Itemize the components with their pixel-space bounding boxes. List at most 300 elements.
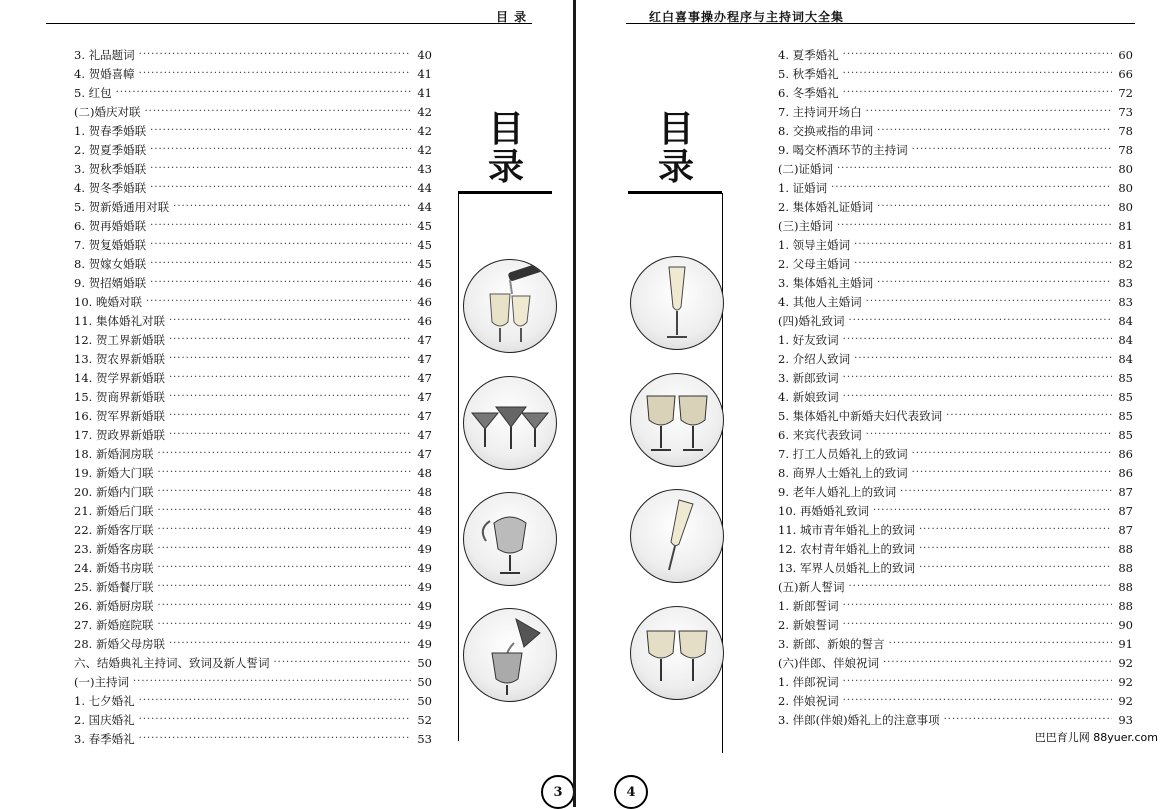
toc-leader-dots xyxy=(866,296,1112,307)
toc-leader-dots xyxy=(919,524,1112,535)
pouring-glass-illustration xyxy=(463,608,557,702)
toc-entry[interactable] xyxy=(74,653,432,672)
right-page xyxy=(576,0,1171,807)
toc-entry-label: 1. 好友致词 xyxy=(778,332,839,347)
toc-entry[interactable] xyxy=(778,216,1133,235)
toc-entry-page: 47 xyxy=(417,446,432,461)
toc-entry[interactable] xyxy=(778,102,1133,121)
toc-entry-label: 1. 新郎誓词 xyxy=(778,598,839,613)
toc-entry-page: 47 xyxy=(417,408,432,423)
toc-leader-dots xyxy=(854,353,1112,364)
toc-entry-label: (一)主持词 xyxy=(74,674,129,689)
toc-entry-page: 47 xyxy=(417,389,432,404)
toc-leader-dots xyxy=(173,201,411,212)
toc-leader-dots xyxy=(877,277,1112,288)
toc-entry-page: 48 xyxy=(417,465,432,480)
toc-entry-label: 3. 春季婚礼 xyxy=(74,731,135,746)
toc-entry-label: 21. 新婚后门联 xyxy=(74,503,154,518)
toc-leader-dots xyxy=(919,562,1112,573)
toc-entry-label: 5. 贺新婚通用对联 xyxy=(74,199,170,214)
toc-entry-label: (五)新人誓词 xyxy=(778,579,845,594)
toc-entry[interactable] xyxy=(74,159,432,178)
toc-entry-label: 15. 贺商界新婚联 xyxy=(74,389,165,404)
toc-entry-page: 50 xyxy=(417,693,432,708)
toc-leader-dots xyxy=(873,505,1112,516)
site-watermark: 巴巴育儿网 88yuer.com xyxy=(1032,729,1161,745)
toc-entry[interactable] xyxy=(74,102,432,121)
toc-list xyxy=(74,45,432,748)
toc-entry-page: 91 xyxy=(1118,636,1133,651)
big-title xyxy=(484,110,528,186)
toc-leader-dots xyxy=(157,581,411,592)
toc-entry-page: 41 xyxy=(417,85,432,100)
toc-entry-label: 2. 集体婚礼证婚词 xyxy=(778,199,874,214)
toc-leader-dots xyxy=(843,695,1112,706)
toc-entry-page: 92 xyxy=(1118,674,1133,689)
toc-leader-dots xyxy=(150,163,411,174)
toc-entry-page: 80 xyxy=(1118,199,1133,214)
toc-entry-label: 6. 来宾代表致词 xyxy=(778,427,862,442)
toc-leader-dots xyxy=(150,277,411,288)
toc-entry-label: 3. 贺秋季婚联 xyxy=(74,161,147,176)
toc-leader-dots xyxy=(139,695,411,706)
toc-entry[interactable] xyxy=(778,463,1133,482)
toc-entry-page: 44 xyxy=(417,199,432,214)
toc-entry[interactable] xyxy=(74,83,432,102)
toc-entry-label: 12. 贺工界新婚联 xyxy=(74,332,165,347)
toc-entry-label: 6. 冬季婚礼 xyxy=(778,85,839,100)
toc-entry-label: 26. 新婚厨房联 xyxy=(74,598,154,613)
toc-entry-label: 19. 新婚大门联 xyxy=(74,465,154,480)
toc-leader-dots xyxy=(843,49,1112,60)
toc-entry[interactable] xyxy=(778,577,1133,596)
toc-entry-label: 1. 贺春季婚联 xyxy=(74,123,147,138)
toc-leader-dots xyxy=(150,144,411,155)
toc-leader-dots xyxy=(157,448,411,459)
toc-entry-page: 66 xyxy=(1118,66,1133,81)
toc-entry-page: 47 xyxy=(417,370,432,385)
toc-entry-page: 82 xyxy=(1118,256,1133,271)
toc-leader-dots xyxy=(944,714,1112,725)
toc-entry[interactable] xyxy=(778,197,1133,216)
toc-entry-page: 83 xyxy=(1118,275,1133,290)
page-number: 4 xyxy=(626,784,636,800)
toc-leader-dots xyxy=(843,600,1112,611)
toc-entry-label: 7. 贺复婚婚联 xyxy=(74,237,147,252)
toc-entry[interactable] xyxy=(778,558,1133,577)
toc-leader-dots xyxy=(157,505,411,516)
toc-entry-page: 84 xyxy=(1118,313,1133,328)
toc-entry-page: 87 xyxy=(1118,503,1133,518)
toc-entry[interactable] xyxy=(74,577,432,596)
toc-leader-dots xyxy=(169,410,411,421)
toc-entry-page: 42 xyxy=(417,104,432,119)
toc-list xyxy=(778,45,1133,729)
toc-entry-page: 49 xyxy=(417,636,432,651)
toc-entry[interactable] xyxy=(778,596,1133,615)
toc-entry[interactable] xyxy=(74,672,432,691)
toc-entry-page: 50 xyxy=(417,655,432,670)
title-rule xyxy=(628,191,722,194)
title-rule xyxy=(458,191,552,194)
toc-entry-page: 85 xyxy=(1118,389,1133,404)
toc-entry-page: 47 xyxy=(417,427,432,442)
toc-entry[interactable] xyxy=(74,425,432,444)
toc-entry[interactable] xyxy=(778,387,1133,406)
toc-entry-label: 3. 礼品题词 xyxy=(74,47,135,62)
toc-entry-label: 25. 新婚餐厅联 xyxy=(74,579,154,594)
toc-entry-label: (六)伴郎、伴娘祝词 xyxy=(778,655,879,670)
toc-entry[interactable] xyxy=(778,83,1133,102)
toc-entry-label: 2. 国庆婚礼 xyxy=(74,712,135,727)
page-number-badge xyxy=(614,775,648,809)
toc-entry[interactable] xyxy=(74,45,432,64)
toc-entry[interactable] xyxy=(778,311,1133,330)
toc-entry-label: 10. 再婚婚礼致词 xyxy=(778,503,869,518)
toc-entry-page: 45 xyxy=(417,256,432,271)
toc-entry-page: 45 xyxy=(417,218,432,233)
toc-entry-page: 50 xyxy=(417,674,432,689)
title-char: 目 xyxy=(657,108,694,150)
toc-entry-label: 14. 贺学界新婚联 xyxy=(74,370,165,385)
title-char: 录 xyxy=(487,146,524,188)
toc-entry-label: 28. 新婚父母房联 xyxy=(74,636,165,651)
toc-entry[interactable] xyxy=(74,140,432,159)
toc-leader-dots xyxy=(274,657,412,668)
toc-entry[interactable] xyxy=(778,710,1133,729)
toc-entry-label: 5. 秋季婚礼 xyxy=(778,66,839,81)
toc-leader-dots xyxy=(854,239,1112,250)
toc-entry-page: 92 xyxy=(1118,693,1133,708)
toc-entry-label: 3. 新郎、新娘的誓言 xyxy=(778,636,885,651)
toc-leader-dots xyxy=(139,49,411,60)
header-rule xyxy=(46,23,532,24)
toc-entry[interactable] xyxy=(74,501,432,520)
toc-entry[interactable] xyxy=(74,254,432,273)
toc-leader-dots xyxy=(157,543,411,554)
toc-entry[interactable] xyxy=(74,691,432,710)
toc-entry-label: 8. 商界人士婚礼上的致词 xyxy=(778,465,908,480)
champagne-pour-illustration xyxy=(463,259,557,353)
toc-entry[interactable] xyxy=(778,121,1133,140)
toc-leader-dots xyxy=(146,296,411,307)
toc-entry-page: 83 xyxy=(1118,294,1133,309)
cocktail-glasses-illustration xyxy=(463,376,557,470)
toc-entry[interactable] xyxy=(74,558,432,577)
toc-leader-dots xyxy=(919,543,1112,554)
toc-entry-label: 9. 老年人婚礼上的致词 xyxy=(778,484,897,499)
toc-entry[interactable] xyxy=(778,45,1133,64)
toc-entry-page: 49 xyxy=(417,579,432,594)
toc-entry-label: 7. 打工人员婚礼上的致词 xyxy=(778,446,908,461)
toc-entry-label: 11. 城市青年婚礼上的致词 xyxy=(778,522,915,537)
toc-entry-page: 46 xyxy=(417,275,432,290)
toc-entry-label: 16. 贺军界新婚联 xyxy=(74,408,165,423)
toc-leader-dots xyxy=(150,125,411,136)
toc-leader-dots xyxy=(169,353,411,364)
toc-entry-page: 43 xyxy=(417,161,432,176)
toc-entry-label: 9. 贺招婿婚联 xyxy=(74,275,147,290)
toc-leader-dots xyxy=(139,714,411,725)
toc-entry[interactable] xyxy=(778,406,1133,425)
toc-entry-page: 88 xyxy=(1118,579,1133,594)
toc-entry-label: (二)证婚词 xyxy=(778,161,833,176)
toc-entry-page: 46 xyxy=(417,294,432,309)
toc-entry-page: 80 xyxy=(1118,180,1133,195)
toc-entry-label: 3. 集体婚礼主婚词 xyxy=(778,275,874,290)
toc-entry-page: 53 xyxy=(417,731,432,746)
toc-entry-label: 5. 集体婚礼中新婚夫妇代表致词 xyxy=(778,408,943,423)
title-char: 录 xyxy=(657,146,694,188)
toc-leader-dots xyxy=(843,676,1112,687)
toc-entry-page: 81 xyxy=(1118,237,1133,252)
page-number-badge xyxy=(541,775,575,809)
toc-leader-dots xyxy=(843,372,1112,383)
toc-entry-label: 4. 新娘致词 xyxy=(778,389,839,404)
toc-entry[interactable] xyxy=(778,349,1133,368)
toc-entry[interactable] xyxy=(74,710,432,729)
toc-entry[interactable] xyxy=(778,691,1133,710)
toc-entry-page: 87 xyxy=(1118,522,1133,537)
toc-entry-label: 3. 伴郎(伴娘)婚礼上的注意事项 xyxy=(778,712,940,727)
toc-entry[interactable] xyxy=(74,197,432,216)
toc-entry[interactable] xyxy=(778,425,1133,444)
toast-glasses-illustration xyxy=(630,606,724,700)
toc-leader-dots xyxy=(169,429,411,440)
toc-leader-dots xyxy=(837,163,1112,174)
toc-leader-dots xyxy=(843,391,1112,402)
toc-entry[interactable] xyxy=(778,615,1133,634)
toc-entry-page: 49 xyxy=(417,522,432,537)
toc-leader-dots xyxy=(883,657,1112,668)
toc-leader-dots xyxy=(133,676,411,687)
toc-entry-label: 2. 介绍人致词 xyxy=(778,351,851,366)
toc-entry-label: 2. 父母主婚词 xyxy=(778,256,851,271)
toc-entry-label: 6. 贺再婚婚联 xyxy=(74,218,147,233)
toc-entry-page: 84 xyxy=(1118,332,1133,347)
column-rule xyxy=(722,193,723,753)
toc-entry[interactable] xyxy=(778,273,1133,292)
toc-entry-label: 7. 主持词开场白 xyxy=(778,104,862,119)
toc-entry[interactable] xyxy=(74,444,432,463)
toc-entry-label: 8. 贺嫁女婚联 xyxy=(74,256,147,271)
page-header: 红白喜事操办程序与主持词大全集 xyxy=(649,10,845,24)
toc-entry-label: 1. 领导主婚词 xyxy=(778,237,851,252)
toc-entry[interactable] xyxy=(778,444,1133,463)
toc-entry-page: 47 xyxy=(417,351,432,366)
toc-leader-dots xyxy=(144,106,411,117)
toc-entry-page: 49 xyxy=(417,617,432,632)
tilted-flute-illustration xyxy=(630,489,724,583)
toc-leader-dots xyxy=(150,220,411,231)
toc-entry-page: 60 xyxy=(1118,47,1133,62)
toc-entry-page: 49 xyxy=(417,598,432,613)
column-rule xyxy=(458,193,459,741)
toc-entry[interactable] xyxy=(74,64,432,83)
toc-entry-page: 90 xyxy=(1118,617,1133,632)
toc-entry-label: 2. 贺夏季婚联 xyxy=(74,142,147,157)
toc-leader-dots xyxy=(866,429,1112,440)
toc-leader-dots xyxy=(150,258,411,269)
toc-entry-page: 88 xyxy=(1118,560,1133,575)
toc-leader-dots xyxy=(169,391,411,402)
toc-entry[interactable] xyxy=(74,273,432,292)
toc-entry[interactable] xyxy=(778,634,1133,653)
toc-leader-dots xyxy=(837,220,1112,231)
toc-entry-page: 49 xyxy=(417,560,432,575)
title-char: 目 xyxy=(487,108,524,150)
flute-glass-illustration xyxy=(630,256,724,350)
toc-entry-label: 10. 晚婚对联 xyxy=(74,294,142,309)
toc-entry-page: 46 xyxy=(417,313,432,328)
toc-leader-dots xyxy=(157,600,411,611)
toc-entry[interactable] xyxy=(74,387,432,406)
page-header: 目 录 xyxy=(496,10,528,24)
toc-entry-label: 24. 新婚书房联 xyxy=(74,560,154,575)
toc-entry-label: (三)主婚词 xyxy=(778,218,833,233)
toc-leader-dots xyxy=(877,125,1112,136)
toc-entry[interactable] xyxy=(74,634,432,653)
toc-leader-dots xyxy=(169,334,411,345)
toc-entry[interactable] xyxy=(778,330,1133,349)
toc-entry[interactable] xyxy=(74,729,432,748)
toc-entry[interactable] xyxy=(778,482,1133,501)
toc-leader-dots xyxy=(854,258,1112,269)
toc-entry-label: 8. 交换戒指的串词 xyxy=(778,123,874,138)
toc-leader-dots xyxy=(157,562,411,573)
left-page xyxy=(0,0,573,807)
toc-leader-dots xyxy=(889,638,1112,649)
toc-leader-dots xyxy=(877,201,1112,212)
toc-entry[interactable] xyxy=(74,349,432,368)
toc-leader-dots xyxy=(843,87,1112,98)
toc-leader-dots xyxy=(831,182,1112,193)
toc-entry-label: 3. 新郎致词 xyxy=(778,370,839,385)
toc-leader-dots xyxy=(169,372,411,383)
toc-entry-page: 73 xyxy=(1118,104,1133,119)
toc-entry-page: 52 xyxy=(417,712,432,727)
toc-entry[interactable] xyxy=(74,311,432,330)
toc-entry-page: 48 xyxy=(417,503,432,518)
page-number: 3 xyxy=(553,784,563,800)
toc-entry-label: 22. 新婚客厅联 xyxy=(74,522,154,537)
toc-leader-dots xyxy=(848,581,1112,592)
toc-entry[interactable] xyxy=(74,235,432,254)
toc-entry-label: 4. 夏季婚礼 xyxy=(778,47,839,62)
toc-entry-label: 9. 喝交杯酒环节的主持词 xyxy=(778,142,908,157)
toc-entry-page: 47 xyxy=(417,332,432,347)
toc-entry-page: 93 xyxy=(1118,712,1133,727)
toc-leader-dots xyxy=(157,619,411,630)
toc-leader-dots xyxy=(157,486,411,497)
toc-entry-label: (四)婚礼致词 xyxy=(778,313,845,328)
toc-entry-label: 六、结婚典礼主持词、致词及新人誓词 xyxy=(74,655,270,670)
toc-entry[interactable] xyxy=(74,596,432,615)
toc-entry[interactable] xyxy=(778,254,1133,273)
toc-entry[interactable] xyxy=(778,368,1133,387)
toc-entry[interactable] xyxy=(778,235,1133,254)
toc-leader-dots xyxy=(157,524,411,535)
toc-entry-page: 41 xyxy=(417,66,432,81)
toc-entry-label: 4. 贺冬季婚联 xyxy=(74,180,147,195)
toc-leader-dots xyxy=(866,106,1112,117)
toc-entry-label: 2. 新娘誓词 xyxy=(778,617,839,632)
toc-entry-page: 44 xyxy=(417,180,432,195)
toc-entry[interactable] xyxy=(74,615,432,634)
wine-glasses-illustration xyxy=(630,373,724,467)
toc-entry-page: 40 xyxy=(417,47,432,62)
toc-leader-dots xyxy=(843,334,1112,345)
toc-entry-page: 86 xyxy=(1118,446,1133,461)
toc-leader-dots xyxy=(912,144,1112,155)
toc-entry-label: 1. 证婚词 xyxy=(778,180,828,195)
toc-entry[interactable] xyxy=(74,520,432,539)
toc-entry[interactable] xyxy=(778,64,1133,83)
toc-entry[interactable] xyxy=(74,539,432,558)
toc-entry-page: 86 xyxy=(1118,465,1133,480)
toc-entry[interactable] xyxy=(74,406,432,425)
toc-entry-label: 1. 七夕婚礼 xyxy=(74,693,135,708)
toc-entry-label: 4. 贺婚喜幛 xyxy=(74,66,135,81)
toc-entry-label: 13. 贺农界新婚联 xyxy=(74,351,165,366)
toc-leader-dots xyxy=(139,733,411,744)
toc-entry-label: 11. 集体婚礼对联 xyxy=(74,313,165,328)
toc-entry[interactable] xyxy=(74,121,432,140)
toc-entry[interactable] xyxy=(778,140,1133,159)
toc-entry-page: 85 xyxy=(1118,408,1133,423)
toc-entry-page: 88 xyxy=(1118,541,1133,556)
toc-entry-page: 92 xyxy=(1118,655,1133,670)
big-title xyxy=(654,110,698,186)
toc-entry[interactable] xyxy=(74,216,432,235)
toc-entry[interactable] xyxy=(778,539,1133,558)
toc-entry[interactable] xyxy=(74,482,432,501)
toc-leader-dots xyxy=(157,467,411,478)
toc-entry[interactable] xyxy=(74,292,432,311)
toc-entry-label: 13. 军界人员婚礼上的致词 xyxy=(778,560,915,575)
toc-leader-dots xyxy=(843,68,1112,79)
toc-entry[interactable] xyxy=(778,159,1133,178)
toc-entry[interactable] xyxy=(778,672,1133,691)
toc-leader-dots xyxy=(150,182,411,193)
toc-entry-label: 17. 贺政界新婚联 xyxy=(74,427,165,442)
toc-leader-dots xyxy=(946,410,1112,421)
toc-entry-page: 48 xyxy=(417,484,432,499)
toc-entry-label: 2. 伴娘祝词 xyxy=(778,693,839,708)
toc-entry-page: 42 xyxy=(417,142,432,157)
toc-entry-page: 88 xyxy=(1118,598,1133,613)
toc-entry[interactable] xyxy=(778,653,1133,672)
toc-entry[interactable] xyxy=(778,520,1133,539)
toc-entry[interactable] xyxy=(778,178,1133,197)
toc-leader-dots xyxy=(169,638,411,649)
toc-entry[interactable] xyxy=(74,178,432,197)
toc-entry[interactable] xyxy=(778,501,1133,520)
toc-leader-dots xyxy=(900,486,1112,497)
toc-leader-dots xyxy=(843,619,1112,630)
toc-entry[interactable] xyxy=(74,368,432,387)
toc-entry-label: 23. 新婚客房联 xyxy=(74,541,154,556)
splash-glass-illustration xyxy=(463,492,557,586)
toc-entry[interactable] xyxy=(74,330,432,349)
toc-entry-page: 72 xyxy=(1118,85,1133,100)
toc-entry-label: 5. 红包 xyxy=(74,85,112,100)
toc-entry[interactable] xyxy=(778,292,1133,311)
toc-entry[interactable] xyxy=(74,463,432,482)
toc-leader-dots xyxy=(139,68,411,79)
toc-entry-page: 85 xyxy=(1118,370,1133,385)
toc-entry-page: 87 xyxy=(1118,484,1133,499)
